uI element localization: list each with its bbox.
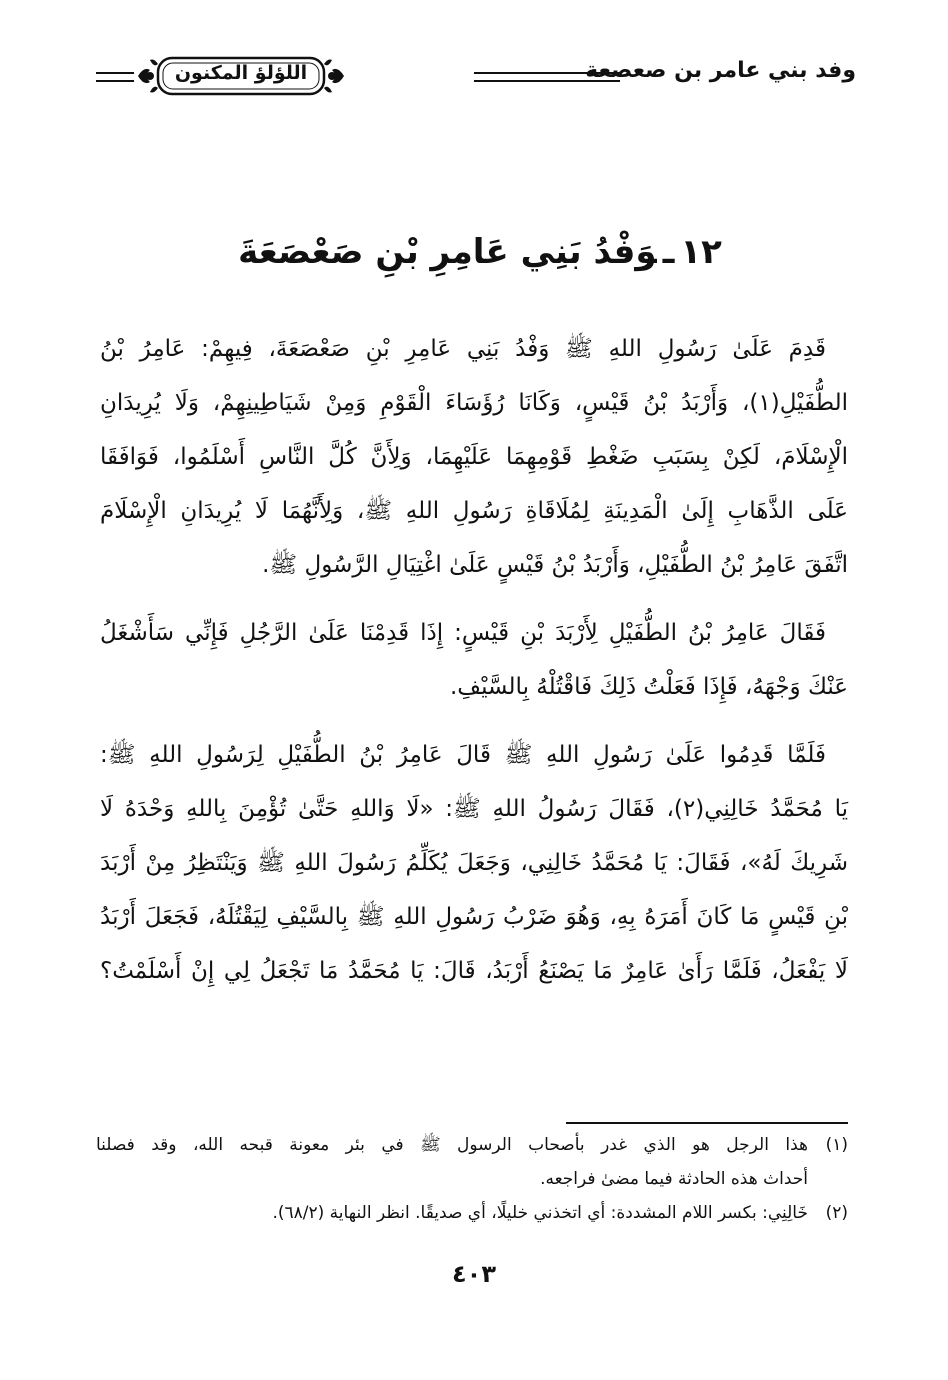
body-text xyxy=(100,322,848,998)
text-line: عَنْكَ وَجْهَهُ، فَإِذَا فَعَلْتُ ذَلِكَ فَاقْتُلْهُ بِالسَّيْفِ. xyxy=(449,674,848,700)
text-line: فَقَالَ عَامِرُ بْنُ الطُّفَيْلِ لِأَرْبَدَ بْنِ قَيْسٍ: إِذَا قَدِمْنَا عَلَىٰ الرَّجُلِ فَإِنِّي سَأَشْغَلُ xyxy=(100,620,826,646)
chapter-heading: وَفْدُ بَنِي عَامِرِ بْنِ صَعْصَعَةَ xyxy=(238,232,657,272)
chapter-number: ١٢ xyxy=(680,232,722,272)
paragraph xyxy=(100,728,848,998)
chapter-separator: ـ xyxy=(662,232,675,272)
footnote xyxy=(96,1128,848,1196)
footnote-text xyxy=(96,1128,808,1196)
footnote-number: (٢) xyxy=(825,1203,848,1223)
text-line: يَا مُحَمَّدُ خَالِنِي(٢)، فَقَالَ رَسُولُ اللهِ ﷺ: «لَا وَاللهِ حَتَّىٰ تُؤْمِنَ بِاللهِ وَحْدَهُ لَا xyxy=(100,796,848,822)
text-line: شَرِيكَ لَهُ»، فَقَالَ: يَا مُحَمَّدُ خَالِنِي، وَجَعَلَ يُكَلِّمُ رَسُولَ اللهِ ﷺ وَيَنْتَظِرُ مِنْ أَرْبَدَ xyxy=(100,850,848,876)
text-line: عَلَى الذَّهَابِ إِلَىٰ الْمَدِينَةِ لِمُلَاقَاةِ رَسُولِ اللهِ ﷺ، وَلِأَنَّهُمَا لَا يُرِيدَانِ الْإِسْلَامَ xyxy=(100,498,848,524)
header-rule-right xyxy=(474,72,620,82)
footnote-separator xyxy=(566,1122,848,1124)
text-line: قَدِمَ عَلَىٰ رَسُولِ اللهِ ﷺ وَفْدُ بَنِي عَامِرِ بْنِ صَعْصَعَةَ، فِيهِمْ: عَامِرُ بْنُ xyxy=(100,336,826,362)
footnote-line: أحداث هذه الحادثة فيما مضىٰ فراجعه. xyxy=(540,1169,808,1189)
footnote xyxy=(96,1196,848,1230)
chapter-title xyxy=(100,232,860,272)
text-line: لَا يَفْعَلُ، فَلَمَّا رَأَىٰ عَامِرٌ مَا يَصْنَعُ أَرْبَدُ، قَالَ: يَا مُحَمَّدُ مَا تَجْعَلُ لِي إِنْ أَسْلَمْتُ؟ xyxy=(100,958,848,984)
text-line: بْنِ قَيْسٍ مَا كَانَ أَمَرَهُ بِهِ، وَهُوَ ضَرْبُ رَسُولِ اللهِ ﷺ بِالسَّيْفِ لِيَقْتُلَهُ، فَجَعَلَ أَرْبَدُ xyxy=(100,904,848,930)
running-header xyxy=(96,48,856,108)
header-book-title: اللؤلؤ المكنون xyxy=(174,62,308,84)
header-rule-left xyxy=(96,72,134,82)
header-book-cartouche xyxy=(136,50,346,102)
paragraph xyxy=(100,322,848,592)
footnote-number: (١) xyxy=(825,1135,848,1155)
page-number: ٤٠٣ xyxy=(452,1260,496,1288)
text-line: فَلَمَّا قَدِمُوا عَلَىٰ رَسُولِ اللهِ ﷺ قَالَ عَامِرُ بْنُ الطُّفَيْلِ لِرَسُولِ اللهِ ﷺ: xyxy=(100,742,826,768)
text-line: الطُّفَيْلِ(١)، وَأَرْبَدُ بْنُ قَيْسٍ، وَكَانَا رُؤَسَاءَ الْقَوْمِ وَمِنْ شَيَاطِينِهِمْ، وَلَا يُرِيدَانِ xyxy=(100,390,848,416)
text-line: الْإِسْلَامَ، لَكِنْ بِسَبَبِ ضَغْطِ قَوْمِهِمَا عَلَيْهِمَا، وَلِأَنَّ كُلَّ النَّاسِ أَسْلَمُوا، فَوَافَقَا xyxy=(100,444,848,470)
footnote-line: هذا الرجل هو الذي غدر بأصحاب الرسول ﷺ في بئر معونة قبحه الله، وقد فصلنا xyxy=(96,1135,808,1155)
paragraph xyxy=(100,606,848,714)
footnote-text xyxy=(96,1196,808,1230)
footnote-line: خَالِنِي: بكسر اللام المشددة: أي اتخذني خليلًا، أي صديقًا. انظر النهاية (٦٨/٢). xyxy=(272,1203,808,1223)
text-line: اتَّفَقَ عَامِرُ بْنُ الطُّفَيْلِ، وَأَرْبَدُ بْنُ قَيْسٍ عَلَىٰ اغْتِيَالِ الرَّسُولِ ﷺ. xyxy=(262,552,848,578)
footnotes xyxy=(96,1128,848,1230)
header-chapter-title: وفد بني عامر بن صعصعة xyxy=(585,58,856,83)
